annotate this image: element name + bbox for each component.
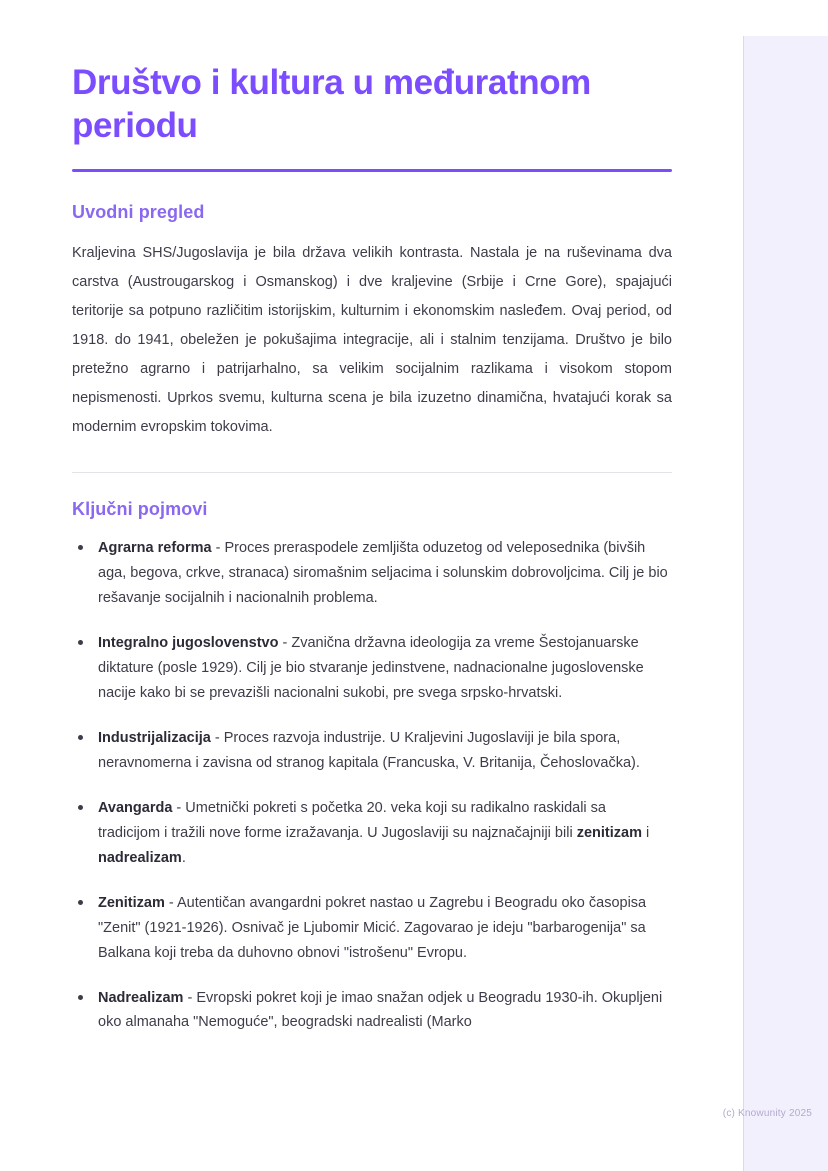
section-heading-overview: Uvodni pregled <box>72 202 205 223</box>
list-item <box>72 726 672 776</box>
term-name: Industrijalizacija <box>98 730 211 746</box>
page-title: Društvo i kultura u međuratnom periodu <box>72 63 591 145</box>
footer-credit: (c) Knowunity 2025 <box>722 1108 812 1119</box>
term-name: Zenitizam <box>98 894 165 911</box>
key-terms-list <box>72 536 672 1035</box>
term-name: Agrarna reforma <box>98 540 212 557</box>
term-emphasis-zenitizam: zenitizam <box>576 824 642 841</box>
term-description: - Proces preraspodele zemljišta oduzetog od veleposednika (bivših aga, begova, crkve, stranaca) siromašnim seljacima i solunskim dobrovoljcima. Cilj je bio rešavanje socijalnih i nacionalnih problema. <box>98 540 668 607</box>
list-item <box>72 631 672 706</box>
term-description: - Zvanična državna ideologija za vreme Šestojanuarske diktature (posle 1929). Cilj je bio stvaranje jedinstvene, nadnacionalne jugoslovenske nacije kako bi se prevazišli nacionalni sukobi, pre svega srpsko-hrvatski. <box>98 635 644 702</box>
term-description: - Autentičan avangardni pokret nastao u Zagrebu i Beogradu oko časopisa "Zenit" (1921-1926). Osnivač je Ljubomir Micić. Zagovarao je ideju "barbarogenija" sa Balkana koji treba da duhovno obnovi "istrošenu" Evropu. <box>98 894 647 961</box>
term-description: - Evropski pokret koji je imao snažan odjek u Beogradu 1930-ih. Okupljeni oko almanaha "Nemoguće", beogradski nadrealisti (Marko <box>98 989 663 1031</box>
term-description: - Umetnički pokreti s početka 20. veka koji su radikalno raskidali sa tradicijom i tražili nove forme izražavanja. U Jugoslaviji su najznačajniji bili <box>98 799 606 841</box>
list-item <box>72 891 672 966</box>
term-description: - Proces razvoja industrije. U Kraljevini Jugoslaviji je bila spora, neravnomerna i zavisna od stranog kapitala (Francuska, V. Britanija, Čehoslovačka). <box>98 730 640 771</box>
list-item <box>72 796 672 871</box>
section-heading-key-terms: Ključni pojmovi <box>72 499 208 520</box>
term-description-cont: i <box>641 824 650 841</box>
term-description-end: . <box>181 849 186 866</box>
term-name: Nadrealizam <box>98 989 184 1006</box>
list-item <box>72 536 672 611</box>
term-name: Integralno jugoslovenstvo <box>98 635 279 652</box>
title-underline <box>72 169 672 172</box>
section-divider <box>72 472 672 473</box>
overview-paragraph: Kraljevina SHS/Jugoslavija je bila država velikih kontrasta. Nastala je na ruševinama dva carstva (Austrougarskog i Osmanskog) i dve kraljevine (Srbije i Crne Gore), spajajući teritorije sa potpuno različitim istorijskim, kulturnim i ekonomskim nasleđem. Ovaj period, od 1918. do 1941, obeležen je pokušajima integracije, ali i stalnim tenzijama. Društvo je bilo pretežno agrarno i patrijarhalno, sa velikim socijalnim razlikama i visokom stopom nepismenosti. Uprkos svemu, kulturna scena je bila izuzetno dinamična, hvatajući korak sa modernim evropskim tokovima. <box>72 245 672 436</box>
term-name: Avangarda <box>98 799 173 816</box>
list-item <box>72 986 672 1036</box>
page-side-rail <box>743 36 828 1171</box>
term-emphasis-nadrealizam: nadrealizam <box>98 849 182 866</box>
